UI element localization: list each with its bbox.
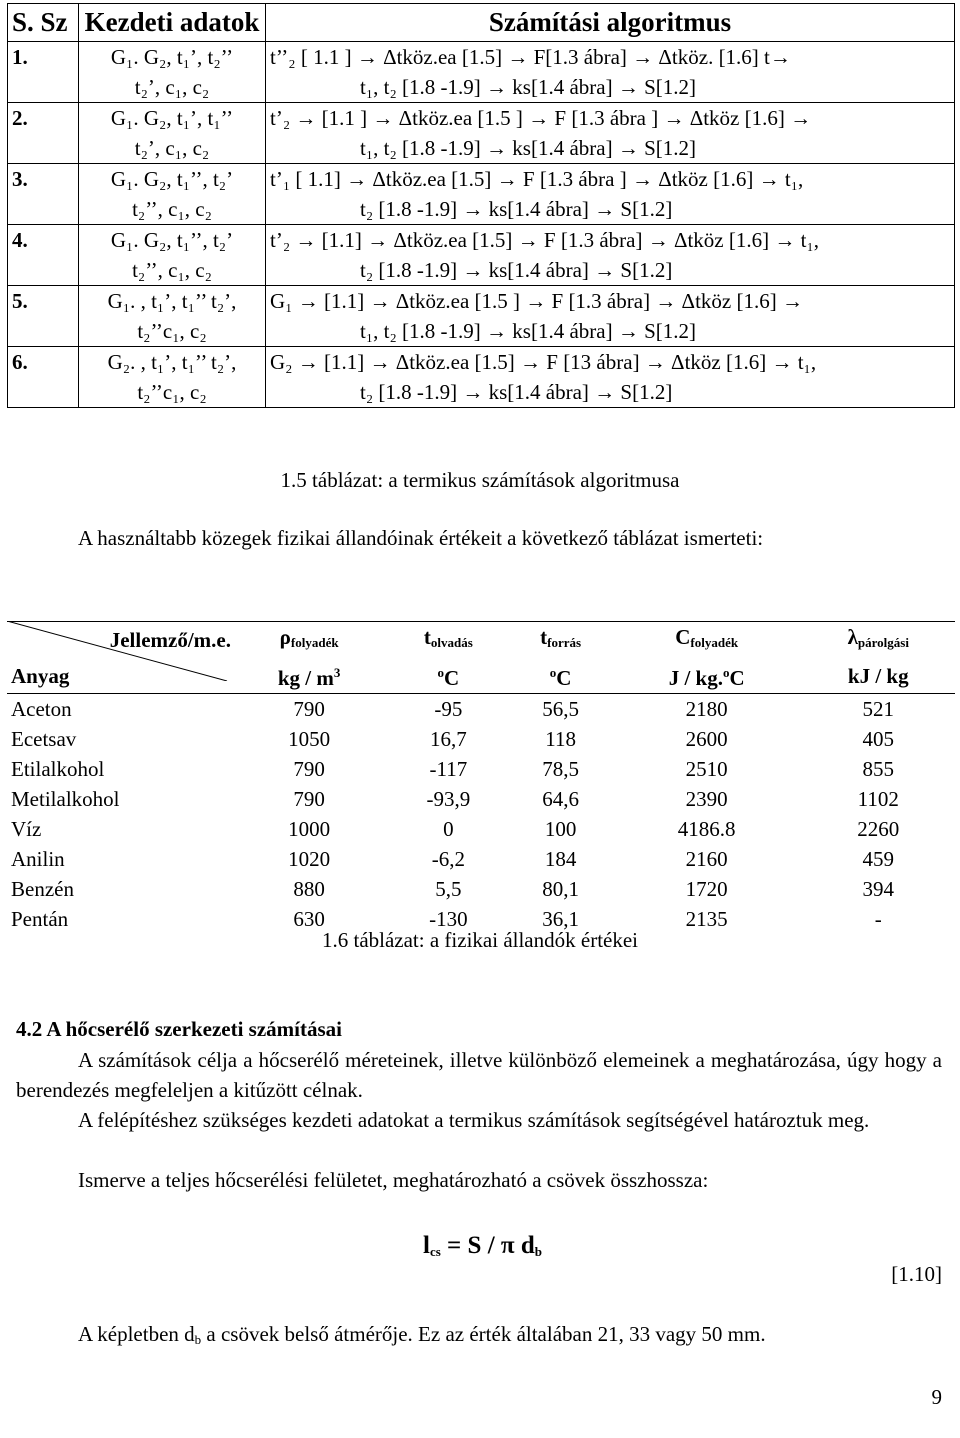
algorithm-row [8,286,955,347]
algorithm-row [8,347,955,408]
property-value: 2180 [685,697,728,721]
property-value: 2160 [685,847,728,871]
formula-reference: [1.10] [891,1262,942,1286]
substance-row [7,814,955,844]
initial-data-line: t₂’, c₁, c₂ [134,136,210,160]
initial-data-line: G₁. G₂, t₁’, t₁’’ [110,106,234,130]
property-value: 790 [293,697,325,721]
property-value: 880 [293,877,325,901]
algorithm-cell [266,42,955,103]
initial-data-line: G₁. G₂, t₁’’, t₂’ [110,167,234,191]
property-value: 2135 [685,907,728,931]
algorithm-cell [266,347,955,408]
algorithm-table [7,3,955,408]
property-value: 1102 [857,787,899,811]
substance-row [7,784,955,814]
initial-data-line: G₂. , t₁’, t₁’’ t₂’, [107,350,237,374]
initial-data-line: G₁. G₂, t₁’’, t₂’ [110,228,234,252]
initial-data-cell [79,42,266,103]
property-value: 394 [862,877,895,901]
paragraph-tube-length: Ismerve a teljes hőcserélési felületet, meghatározható a csövek összhossza: [78,1168,709,1192]
substance-name: Pentán [11,907,69,931]
substance-name: Aceton [11,697,72,721]
row-number: 5. [8,286,79,347]
property-value: 2510 [685,757,728,781]
property-value: 2390 [685,787,728,811]
property-value: -93,9 [426,787,471,811]
algorithm-table-body [8,42,955,408]
property-value: 1720 [685,877,728,901]
algorithm-table-header [8,4,955,42]
property-value: 16,7 [429,727,467,751]
initial-data-cell [79,286,266,347]
algorithm-cell [266,164,955,225]
unit-density: kg / $m^3$ [231,658,387,694]
property-value: 100 [544,817,577,841]
row-number: 2. [8,103,79,164]
property-value: 2600 [685,727,728,751]
page-number: 9 [931,1385,942,1409]
table-16-caption: 1.6 táblázat: a fizikai állandók értékei [321,928,638,952]
algorithm-row [8,225,955,286]
property-value: 118 [545,727,576,751]
algorithm-line: t₁, t₂ [1.8 -1.9] → ks[1.4 ábra] → S[1.2] [360,75,696,99]
property-value: -6,2 [431,847,465,871]
algorithm-cell [266,286,955,347]
initial-data-line: t₂’’c₁, c₂ [137,380,207,404]
initial-data-line: G₁. , t₁’, t₁’’ t₂’, [107,289,237,313]
unit-heat-capacity: J / kg.$^o$C [612,658,802,694]
algorithm-line: t₂ [1.8 -1.9] → ks[1.4 ábra] → S[1.2] [360,380,673,404]
substance-name: Etilalkohol [11,757,105,781]
unit-boiling-temp: $^o$C [509,658,611,694]
property-value: 184 [544,847,577,871]
property-value: 1020 [288,847,331,871]
tube-length-formula: $l_{cs} = S / \pi$ $d_b$ [423,1232,542,1259]
property-value: 64,6 [542,787,579,811]
algorithm-line: t₁, t₂ [1.8 -1.9] → ks[1.4 ábra] → S[1.2] [360,136,696,160]
row-number: 1. [8,42,79,103]
initial-data-line: G₁. G₂, t₁’, t₂’’ [110,45,234,69]
property-value: 80,1 [542,877,579,901]
property-value: 2260 [857,817,900,841]
property-value: 4186.8 [677,817,736,841]
initial-data-line: t₂’’c₁, c₂ [137,319,207,343]
header-melting-temp: $t_{olvadás}$ [387,622,509,659]
row-number: 6. [8,347,79,408]
header-heat-capacity: $C_{folyadék}$ [612,622,802,659]
row-number: 4. [8,225,79,286]
property-value: 0 [443,817,454,841]
algorithm-line: t’₁ [ 1.1] → Δtköz.ea [1.5] → F [1.3 ábra ] → Δtköz [1.6] → t₁, [270,167,804,191]
algorithm-line: G₁ → [1.1] → Δtköz.ea [1.5 ] → F [1.3 ábra] → Δtköz [1.6] → [270,289,803,313]
substance-row [7,844,955,874]
unit-latent-heat: kJ / kg [802,658,955,694]
algorithm-line: t’’₂ [ 1.1 ] → Δtköz.ea [1.5] → F[1.3 ábra] → Δtköz. [1.6] t→ [270,45,791,69]
property-value: 790 [293,787,325,811]
substance-name: Metilalkohol [11,787,120,811]
physical-constants-table [7,621,955,934]
substance-name: Víz [11,817,42,841]
property-value: 405 [862,727,895,751]
header-property-label: Jellemző/m.e. [7,622,231,659]
initial-data-cell [79,225,266,286]
property-value: 1000 [288,817,331,841]
algorithm-line: t₁, t₂ [1.8 -1.9] → ks[1.4 ábra] → S[1.2] [360,319,696,343]
header-sequence-number: S. Sz [8,4,79,42]
property-value: -95 [434,697,463,721]
property-value: 56,5 [542,697,579,721]
phys-table-body [7,694,955,935]
property-value: - [874,907,882,931]
algorithm-line: G₂ → [1.1] → Δtköz.ea [1.5] → F [13 ábra] → Δtköz [1.6] → t₁, [270,350,817,374]
substance-row [7,694,955,725]
property-value: 5,5 [435,877,462,901]
paragraph-diameter: A képletben $d_b$ a csövek belső átmérője. Ez az érték általában 21, 33 vagy 50 mm. [78,1322,766,1347]
row-number: 3. [8,164,79,225]
property-value: 1050 [288,727,331,751]
header-initial-data: Kezdeti adatok [79,4,266,42]
algorithm-line: t’₂ → [1.1 ] → Δtköz.ea [1.5 ] → F [1.3 ábra ] → Δtköz [1.6] → [270,106,812,130]
phys-units-row [7,658,955,694]
algorithm-row [8,164,955,225]
substance-row [7,724,955,754]
algorithm-row [8,103,955,164]
header-latent-heat: $\lambda_{párolgási}$ [802,622,955,659]
algorithm-row [8,42,955,103]
property-value: 521 [862,697,895,721]
substance-name: Benzén [11,877,74,901]
initial-data-line: t₂’’, c₁, c₂ [132,258,212,282]
property-value: 36,1 [542,907,579,931]
paragraph-purpose: A számítások célja a hőcserélő méreteinek, illetve különböző elemeinek a meghatározása, úgy hogy a berendezés megfeleljen a kitűzött célnak. [16,1048,942,1102]
property-value: 630 [293,907,325,931]
header-algorithm: Számítási algoritmus [266,4,955,42]
header-boiling-temp: $t_{forrás}$ [509,622,611,659]
algorithm-cell [266,225,955,286]
algorithm-line: t₂ [1.8 -1.9] → ks[1.4 ábra] → S[1.2] [360,258,673,282]
property-value: 78,5 [542,757,579,781]
substance-row [7,754,955,784]
paragraph-initial-data: A felépítéshez szükséges kezdeti adatokat a termikus számítások segítségével határoztuk meg. [78,1108,870,1132]
header-density: $\rho_{folyadék}$ [231,622,387,659]
intro-text: A használtabb közegek fizikai állandóinak értékeit a következő táblázat ismerteti: [78,526,764,550]
substance-name: Anilin [11,847,65,871]
table-15-caption: 1.5 táblázat: a termikus számítások algoritmusa [280,468,680,492]
algorithm-line: t’₂ → [1.1] → Δtköz.ea [1.5] → F [1.3 ábra] → Δtköz [1.6] → t₁, [270,228,820,252]
property-value: 459 [862,847,895,871]
header-substance-label: Anyag [7,658,231,694]
phys-header-row [7,622,955,659]
initial-data-cell [79,103,266,164]
initial-data-cell [79,164,266,225]
initial-data-line: t₂’’, c₁, c₂ [132,197,212,221]
algorithm-cell [266,103,955,164]
substance-row [7,874,955,904]
substance-name: Ecetsav [11,727,77,751]
property-value: 855 [862,757,895,781]
unit-melting-temp: $^o$C [387,658,509,694]
section-title: 4.2 A hőcserélő szerkezeti számításai [16,1017,342,1041]
algorithm-line: t₂ [1.8 -1.9] → ks[1.4 ábra] → S[1.2] [360,197,673,221]
property-value: -130 [429,907,468,931]
initial-data-line: t₂’, c₁, c₂ [134,75,210,99]
initial-data-cell [79,347,266,408]
property-value: -117 [429,757,468,781]
property-value: 790 [293,757,325,781]
